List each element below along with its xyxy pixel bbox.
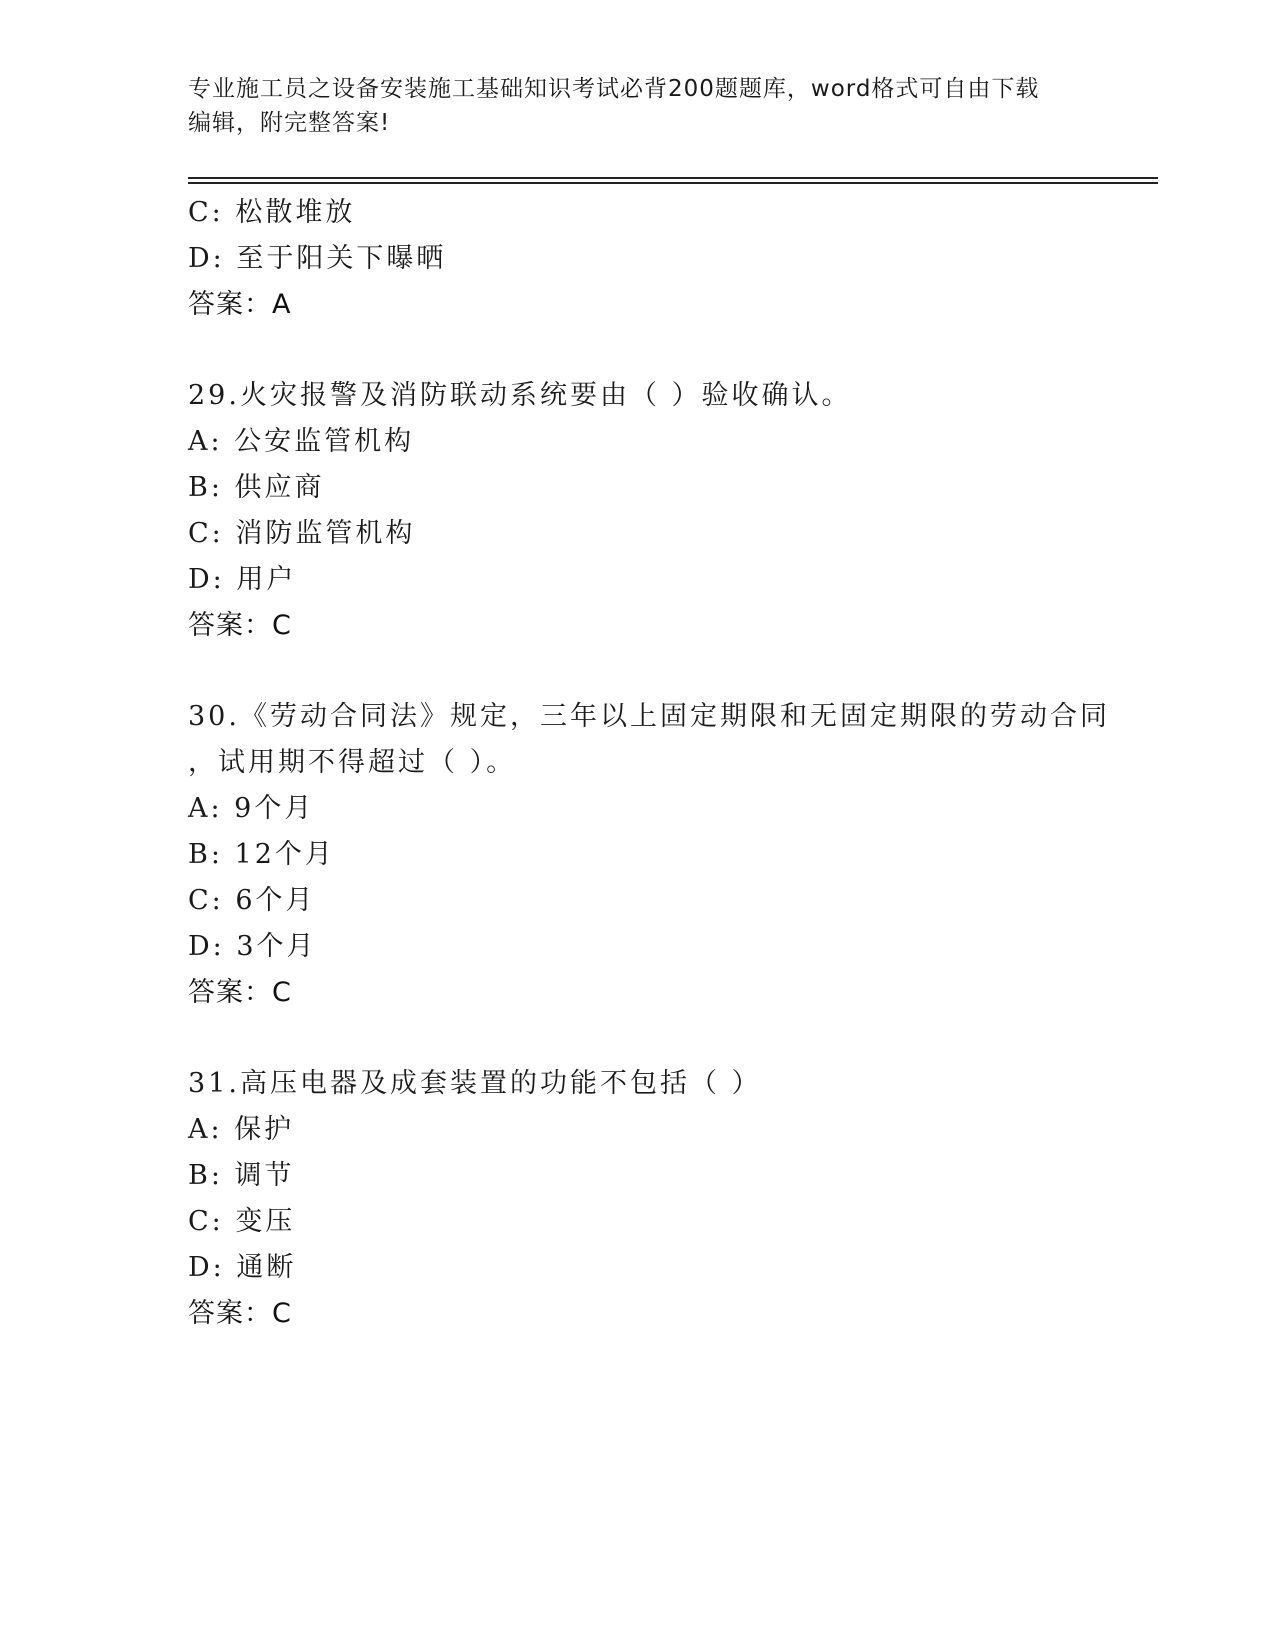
question-31 bbox=[188, 1061, 1088, 1337]
answer-line: 答案：C bbox=[188, 977, 292, 1008]
option-d: D: 3个月 bbox=[188, 931, 317, 962]
document-header bbox=[188, 72, 1078, 140]
answer-line: 答案：C bbox=[188, 610, 292, 641]
spacer bbox=[188, 649, 1088, 694]
option-d: D: 至于阳关下曝晒 bbox=[188, 243, 447, 274]
header-divider-top bbox=[188, 177, 1158, 179]
option-c: C: 变压 bbox=[188, 1206, 296, 1237]
question-28-tail bbox=[188, 190, 1088, 328]
option-c: C: 松散堆放 bbox=[188, 197, 356, 228]
question-stem-continuation: ，试用期不得超过（ ）。 bbox=[188, 747, 517, 778]
option-b: B: 12个月 bbox=[188, 839, 335, 870]
option-c: C: 消防监管机构 bbox=[188, 518, 416, 549]
question-stem: 29.火灾报警及消防联动系统要由（ ）验收确认。 bbox=[188, 380, 852, 411]
question-stem: 31.高压电器及成套装置的功能不包括（ ） bbox=[188, 1068, 762, 1099]
option-a: A: 9个月 bbox=[188, 793, 315, 824]
question-stem: 30.《劳动合同法》规定，三年以上固定期限和无固定期限的劳动合同 bbox=[188, 701, 1110, 732]
option-c: C: 6个月 bbox=[188, 885, 316, 916]
header-line-1: 专业施工员之设备安装施工基础知识考试必背200题题库，word格式可自由下载 bbox=[188, 76, 1040, 102]
spacer bbox=[188, 328, 1088, 373]
option-d: D: 用户 bbox=[188, 564, 297, 595]
answer-line: 答案：C bbox=[188, 1298, 292, 1329]
answer-line: 答案：A bbox=[188, 289, 292, 320]
document-body bbox=[188, 190, 1110, 1337]
spacer bbox=[188, 1016, 1088, 1061]
option-b: B: 供应商 bbox=[188, 472, 325, 503]
header-line-2: 编辑，附完整答案! bbox=[188, 110, 391, 136]
option-a: A: 保护 bbox=[188, 1114, 295, 1145]
option-b: B: 调节 bbox=[188, 1160, 295, 1191]
option-a: A: 公安监管机构 bbox=[188, 426, 415, 457]
question-29 bbox=[188, 373, 1088, 649]
header-divider-bottom bbox=[188, 182, 1158, 184]
question-30 bbox=[188, 694, 1110, 1016]
option-d: D: 通断 bbox=[188, 1252, 297, 1283]
